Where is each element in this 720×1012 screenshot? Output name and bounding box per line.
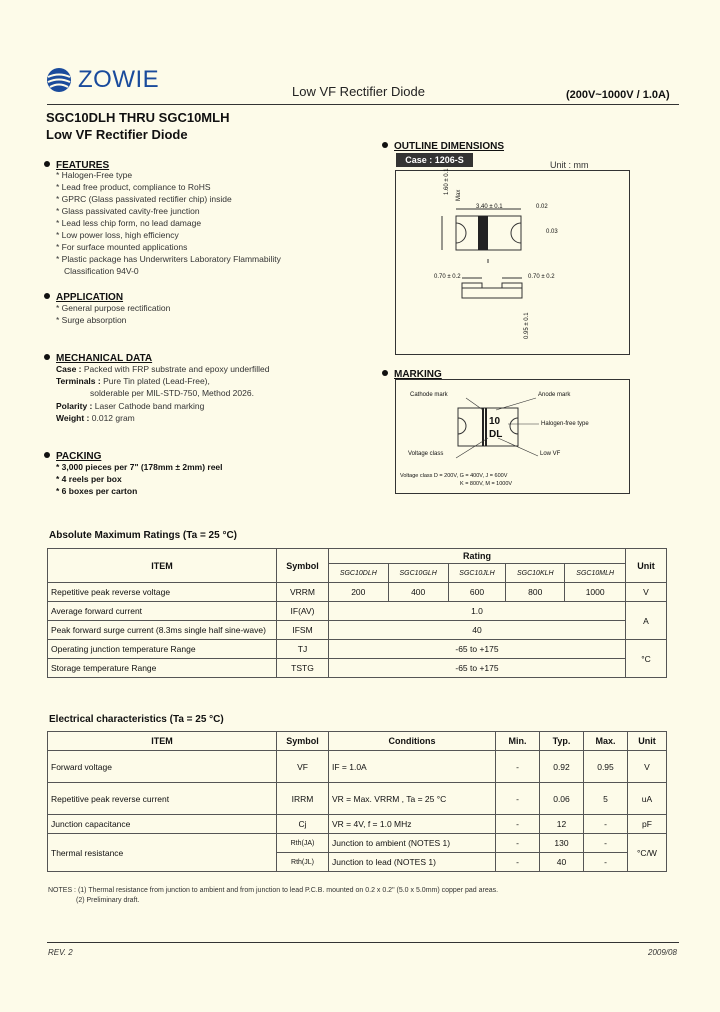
table-row: Junction capacitance Cj VR = 4V, f = 1.0 MHz - 12 - pF: [48, 815, 667, 834]
date: 2009/08: [648, 948, 677, 957]
table-row: Storage temperature Range TSTG -65 to +175: [48, 659, 667, 678]
marking-heading: MARKING: [382, 364, 442, 382]
case-label: Case : 1206-S: [396, 153, 473, 167]
table-row: Forward voltage VF IF = 1.0A - 0.92 0.95 V: [48, 751, 667, 783]
voltage-legend-2: K = 800V, M = 1000V: [460, 481, 513, 487]
marking-code-2: DL: [489, 429, 503, 440]
bullet-icon: [44, 293, 50, 299]
table-row: Operating junction temperature Range TJ -65 to +175 °C: [48, 640, 667, 659]
voltage-legend-1: Voltage class D = 200V, G = 400V, J = 600V: [400, 473, 508, 479]
outline-drawing-frame: [395, 170, 630, 355]
col-symbol: Symbol: [277, 549, 329, 583]
header-divider: [47, 104, 679, 105]
col-unit: Unit: [626, 549, 667, 583]
list-item: * 4 reels per box: [56, 473, 223, 485]
bullet-icon: [44, 354, 50, 360]
dim-height-max: Max: [456, 189, 462, 201]
list-item: * Lead less chip form, no lead damage: [56, 217, 281, 229]
bullet-icon: [382, 142, 388, 148]
brand-name: ZOWIE: [78, 66, 160, 93]
list-item: * Low power loss, high efficiency: [56, 229, 281, 241]
dim-thickness-2: 0.03: [546, 229, 558, 235]
document-type: Low VF Rectifier Diode: [292, 84, 425, 99]
list-item: * Glass passivated cavity-free junction: [56, 205, 281, 217]
dim-side: 0.95 ± 0.1: [524, 312, 530, 339]
dim-pad-left: 0.70 ± 0.2: [434, 274, 461, 280]
low-vf-label: Low VF: [540, 451, 561, 457]
revision: REV. 2: [48, 948, 73, 957]
list-item: Classification 94V-0: [64, 266, 139, 276]
marking-drawing-frame: [395, 379, 630, 494]
cathode-mark-label: Cathode mark: [410, 392, 448, 398]
list-item: * Plastic package has Underwriters Laboratory Flammability: [56, 253, 281, 265]
model-header: SGC10DLH: [329, 564, 389, 583]
anode-mark-label: Anode mark: [538, 392, 571, 398]
table-row: Repetitive peak reverse current IRRM VR = Max. VRRM , Ta = 25 °C - 0.06 5 uA: [48, 783, 667, 815]
halogen-label: Halogen-free type: [541, 421, 589, 427]
bullet-icon: [44, 452, 50, 458]
list-item: * 3,000 pieces per 7" (178mm ± 2mm) reel: [56, 461, 223, 473]
list-item: * General purpose rectification: [56, 302, 170, 314]
abs-max-title: Absolute Maximum Ratings (Ta = 25 °C): [49, 530, 238, 541]
list-item: * 6 boxes per carton: [56, 485, 223, 497]
model-header: SGC10JLH: [448, 564, 505, 583]
table-row: Repetitive peak reverse voltage VRRM 200 400 600 800 1000 V: [48, 583, 667, 602]
voltage-class-label: Voltage class: [408, 451, 444, 457]
unit-label: Unit : mm: [550, 160, 589, 170]
abs-max-table: [47, 548, 667, 678]
bullet-icon: [382, 370, 388, 376]
dim-thickness: 0.02: [536, 204, 548, 210]
table-row: Thermal resistance Rth(JA) Junction to ambient (NOTES 1) - 130 - °C/W: [48, 834, 667, 853]
dim-height: 1.60 ± 0.1: [444, 168, 450, 195]
part-range-title: SGC10DLH THRU SGC10MLH: [46, 110, 230, 125]
notes: [48, 886, 498, 906]
table-row: Peak forward surge current (8.3ms single half sine-wave) IFSM 40: [48, 621, 667, 640]
outline-heading: OUTLINE DIMENSIONS: [382, 136, 504, 154]
outline-drawing: [396, 171, 629, 354]
marking-code-1: 10: [489, 416, 501, 427]
note-2: (2) Preliminary draft.: [76, 897, 140, 904]
model-header: SGC10GLH: [388, 564, 448, 583]
application-heading: APPLICATION: [44, 287, 123, 305]
elec-table: ITEM Symbol Conditions Min. Typ. Max. Unit Forward voltage VF IF = 1.0A - 0.92 0.95 V Repetitive peak reverse current IRRM VR = Max. VRRM , Ta = 25 °C - 0.06 5 uA Junction capacitance Cj VR = 4V, f = 1.0 MHz - 12 - pF Thermal resistance Rth(JA) Junction to ambient (NOTES 1) - 130 - °C/W Rth(JL) Junction to lead (NOTES 1) - 40 -: [47, 731, 667, 872]
list-item: * GPRC (Glass passivated rectifier chip) inside: [56, 193, 281, 205]
features-heading: FEATURES: [44, 155, 109, 173]
list-item: * Surge absorption: [56, 314, 170, 326]
part-description-title: Low VF Rectifier Diode: [46, 127, 188, 142]
list-item: * Lead free product, compliance to RoHS: [56, 181, 281, 193]
list-item: * Halogen-Free type: [56, 169, 281, 181]
brand-logo: [46, 66, 159, 94]
note-1: NOTES : (1) Thermal resistance from junction to ambient and from junction to lead P.C.B. mounted on 0.2 x 0.2" (5.0 x 5.0mm) copper pad areas.: [48, 887, 499, 894]
dim-width: 3.40 ± 0.1: [476, 204, 503, 210]
application-list: [56, 302, 170, 326]
dim-pad-right: 0.70 ± 0.2: [528, 274, 555, 280]
packing-list: [56, 461, 223, 497]
col-rating: Rating: [329, 549, 626, 564]
model-header: SGC10MLH: [565, 564, 626, 583]
bullet-icon: [44, 161, 50, 167]
features-list: [56, 169, 281, 277]
footer-divider: [47, 942, 679, 943]
table-row: Average forward current IF(AV) 1.0 A: [48, 602, 667, 621]
col-item: ITEM: [48, 549, 277, 583]
mechanical-data: Case : Packed with FRP substrate and epoxy underfilled Terminals : Pure Tin plated (Lead-Free), solderable per MIL-STD-750, Method 2026. Polarity : Laser Cathode band marking Weight : 0.012 gram: [56, 364, 270, 423]
mechanical-heading: MECHANICAL DATA: [44, 348, 152, 366]
model-header: SGC10KLH: [506, 564, 565, 583]
elec-title: Electrical characteristics (Ta = 25 °C): [49, 714, 224, 725]
rating-summary: (200V~1000V / 1.0A): [566, 89, 670, 101]
packing-heading: PACKING: [44, 446, 101, 464]
list-item: * For surface mounted applications: [56, 241, 281, 253]
zowie-logo-icon: [46, 67, 72, 93]
table-row: Rth(JL) Junction to lead (NOTES 1) - 40 -: [48, 853, 667, 872]
